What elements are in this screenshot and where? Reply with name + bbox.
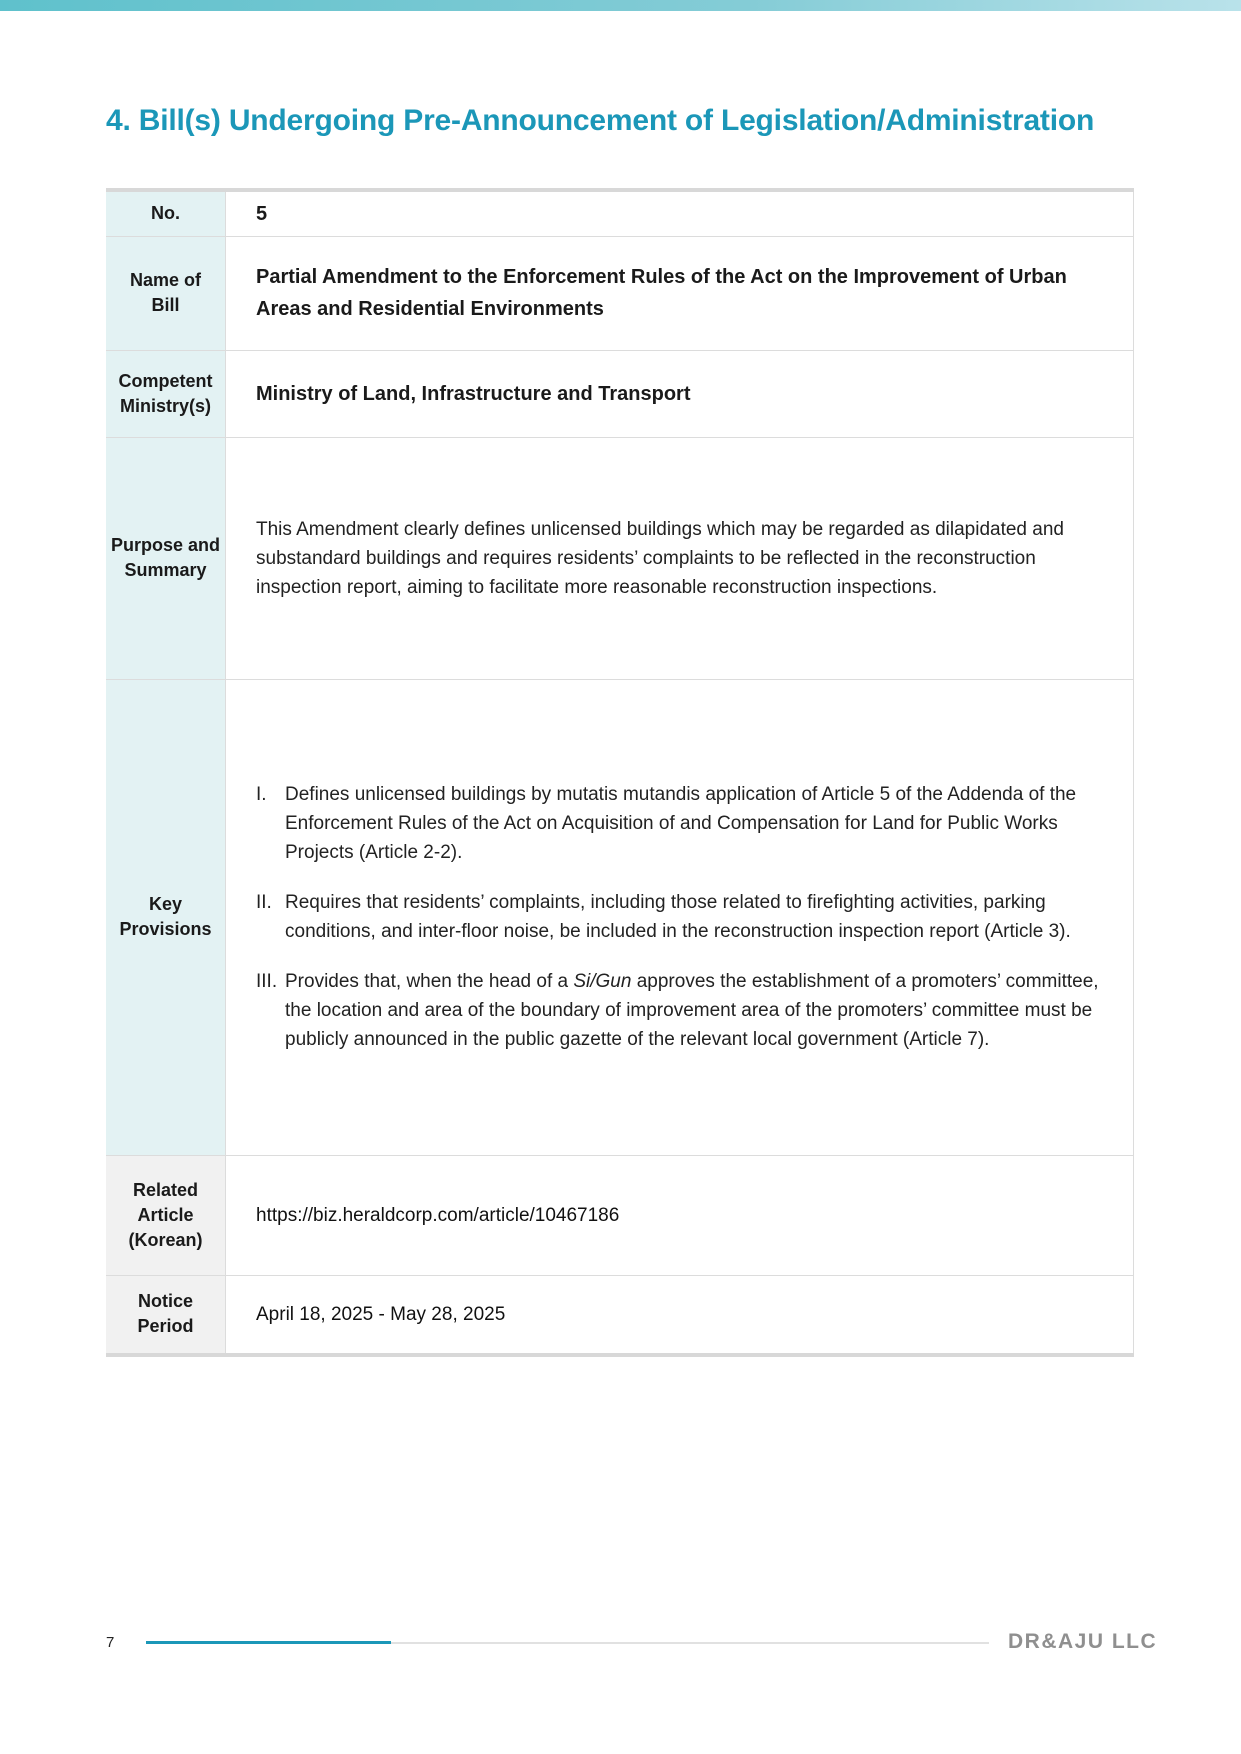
footer-progress-accent (146, 1641, 391, 1644)
provisions-list (256, 780, 1107, 1054)
table-row-article (106, 1155, 1134, 1275)
table-row-notice (106, 1275, 1134, 1355)
provision-number: I. (256, 784, 267, 805)
article-label-line1: Related (132, 1179, 199, 1200)
name-label (106, 236, 226, 350)
provisions-label (106, 679, 226, 1155)
top-accent-bar (0, 0, 1241, 11)
notice-label-line1: Notice (137, 1291, 193, 1312)
table-row-no (106, 190, 1134, 236)
table-row-name (106, 236, 1134, 350)
section-title: 4. Bill(s) Undergoing Pre-Announcement of Legislation/Administration (106, 104, 1095, 137)
page-number: 7 (106, 1634, 115, 1651)
provision-text: Defines unlicensed buildings by mutatis mutandis application of Article 5 of the Addenda of the Enforcement Rules of the Act on Acquisition of and Compensation for Land for Public Works Projects (Article 2-2). (285, 784, 1077, 863)
name-label-line2: Bill (151, 295, 180, 315)
notice-label-line2: Period (137, 1316, 194, 1337)
provision-text-before: Provides that, when the head of a (285, 971, 574, 992)
purpose-value: This Amendment clearly defines unlicensed buildings which may be regarded as dilapidated and substandard buildings and requires residents’ complaints to be reflected in the reconstruction inspection report, aiming to facilitate more reasonable reconstruction inspections. (226, 437, 1134, 679)
brand-logo-text: DR&AJU LLC (1008, 1630, 1158, 1653)
provision-number: II. (256, 892, 272, 913)
bill-table (106, 188, 1134, 1357)
table-row-ministry (106, 350, 1134, 437)
related-article-link[interactable]: https://biz.heraldcorp.com/article/10467186 (226, 1155, 1134, 1275)
provisions-label-line2: Provisions (119, 919, 212, 939)
purpose-label (106, 437, 226, 679)
ministry-label-line2: Ministry(s) (119, 395, 211, 416)
provisions-value (226, 679, 1134, 1155)
provision-text-after: approves the establishment of a promoters’ committee, the location and area of the boundary of improvement area of the promoters’ committee must be publicly announced in the public gazette of the relevant local government (Article 7). (285, 971, 1099, 1050)
article-label-line2: Article (137, 1204, 194, 1225)
notice-label (106, 1275, 226, 1355)
notice-period-value: April 18, 2025 - May 28, 2025 (226, 1275, 1134, 1355)
bill-name-value: Partial Amendment to the Enforcement Rules of the Act on the Improvement of Urban Areas and Residential Environments (226, 236, 1134, 350)
purpose-label-line1: Purpose and (110, 535, 221, 555)
provisions-label-line1: Key (148, 894, 183, 914)
provision-text-italic: Si/Gun (573, 971, 632, 992)
name-label-line1: Name of (129, 270, 201, 290)
table-row-purpose (106, 437, 1134, 679)
ministry-value: Ministry of Land, Infrastructure and Transport (226, 350, 1134, 437)
no-label: No. (106, 190, 226, 236)
provision-number: III. (256, 971, 278, 992)
provision-text: Requires that residents’ complaints, including those related to firefighting activities, parking conditions, and inter-floor noise, be included in the reconstruction inspection report (Article 3). (285, 892, 1071, 942)
article-label-line3: (Korean) (128, 1229, 203, 1250)
provision-item (256, 780, 1107, 867)
no-value: 5 (226, 190, 1134, 236)
ministry-label-line1: Competent (118, 370, 213, 391)
provision-item (256, 888, 1107, 946)
purpose-label-line2: Summary (124, 560, 207, 580)
provision-item (256, 967, 1107, 1054)
table-row-provisions (106, 679, 1134, 1155)
ministry-label (106, 350, 226, 437)
article-label (106, 1155, 226, 1275)
